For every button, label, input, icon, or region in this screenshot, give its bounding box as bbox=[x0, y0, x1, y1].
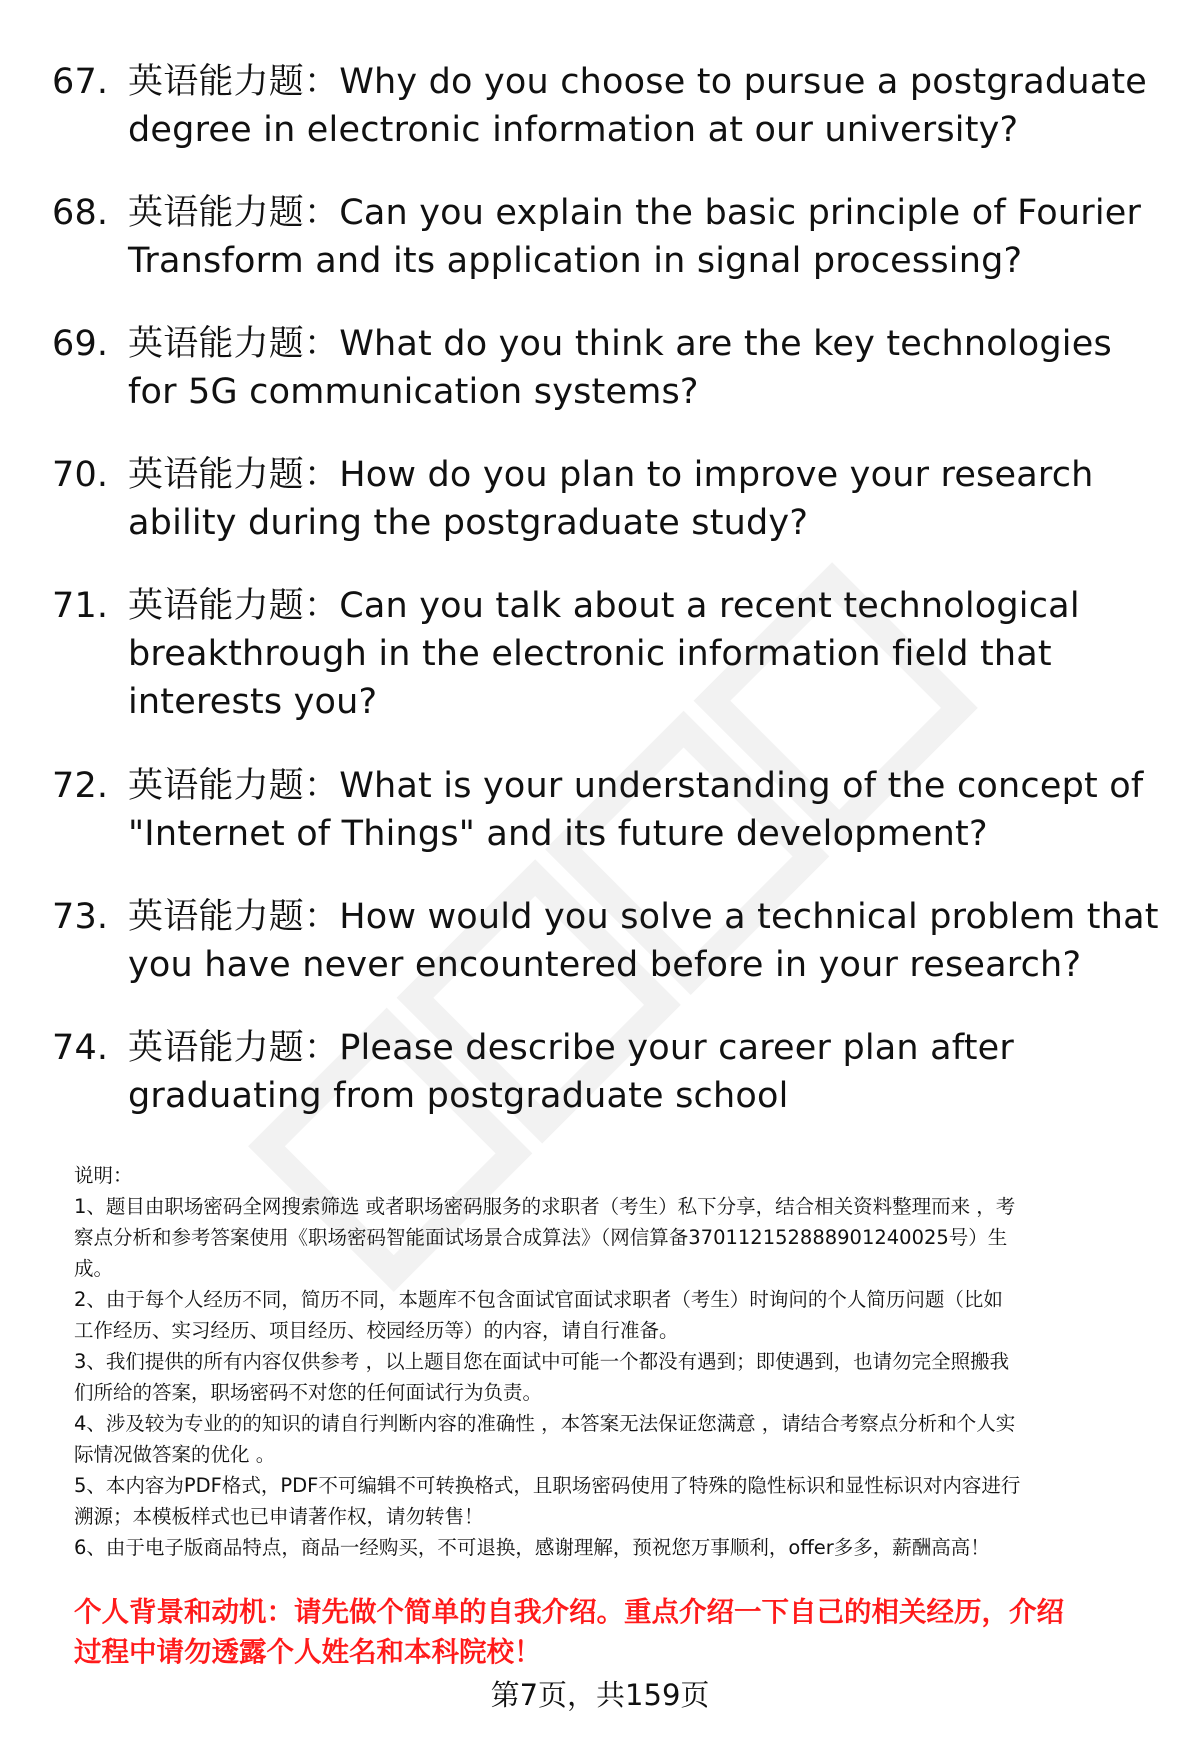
notes-line: 5、本内容为PDF格式，PDF不可编辑不可转换格式，且职场密码使用了特殊的隐性标识和显性标识对内容进行 bbox=[74, 1474, 1021, 1497]
question-text: Why do you choose to pursue a postgraduate bbox=[339, 62, 1148, 102]
notes-line: 3、我们提供的所有内容仅供参考 ，以上题目您在面试中可能一个都没有遇到；即使遇到，也请勿完全照搬我 bbox=[74, 1350, 1010, 1373]
notes-line: 1、题目由职场密码全网搜索筛选 或者职场密码服务的求职者（考生）私下分享，结合相关资料整理而来 ，考 bbox=[74, 1195, 1016, 1218]
question-item bbox=[52, 1024, 1172, 1120]
question-number: 69. bbox=[52, 324, 109, 364]
question-text: What do you think are the key technologies bbox=[339, 324, 1112, 364]
question-number: 70. bbox=[52, 455, 109, 495]
question-item bbox=[52, 582, 1172, 726]
question-item bbox=[52, 893, 1172, 989]
question-line bbox=[128, 582, 1172, 630]
question-tag: 英语能力题： bbox=[128, 586, 340, 626]
question-text: How would you solve a technical problem that bbox=[339, 897, 1159, 937]
question-tag: 英语能力题： bbox=[128, 193, 340, 233]
question-line bbox=[128, 320, 1172, 368]
question-line: "Internet of Things" and its future development? bbox=[128, 814, 988, 854]
notes-line: 察点分析和参考答案使用《职场密码智能面试场景合成算法》（网信算备370112152888901240025号）生 bbox=[74, 1226, 1008, 1249]
question-line: breakthrough in the electronic information field that bbox=[128, 634, 1052, 674]
highlight-prompt bbox=[74, 1592, 1164, 1672]
question-number: 68. bbox=[52, 193, 109, 233]
question-line: Transform and its application in signal processing? bbox=[128, 241, 1023, 281]
notes-line: 成。 bbox=[74, 1257, 114, 1280]
question-line: you have never encountered before in your research? bbox=[128, 945, 1082, 985]
question-line bbox=[128, 893, 1172, 941]
question-line bbox=[128, 58, 1172, 106]
question-tag: 英语能力题： bbox=[128, 324, 340, 364]
question-list bbox=[52, 58, 1172, 1155]
question-line: ability during the postgraduate study? bbox=[128, 503, 809, 543]
notes-line: 2、由于每个人经历不同，简历不同，本题库不包含面试官面试求职者（考生）时询问的个人简历问题（比如 bbox=[74, 1288, 1003, 1311]
question-tag: 英语能力题： bbox=[128, 62, 340, 102]
highlight-line: 过程中请勿透露个人姓名和本科院校！ bbox=[74, 1636, 542, 1668]
question-item bbox=[52, 762, 1172, 858]
notes-heading: 说明： bbox=[74, 1164, 133, 1187]
question-text: Can you talk about a recent technological bbox=[339, 586, 1080, 626]
page-number: 第7页，共159页 bbox=[490, 1678, 710, 1712]
question-tag: 英语能力题： bbox=[128, 897, 340, 937]
question-text: How do you plan to improve your research bbox=[339, 455, 1094, 495]
question-number: 71. bbox=[52, 586, 109, 626]
question-text: Please describe your career plan after bbox=[339, 1028, 1014, 1068]
question-number: 67. bbox=[52, 62, 109, 102]
question-line bbox=[128, 762, 1172, 810]
question-number: 72. bbox=[52, 766, 109, 806]
question-number: 74. bbox=[52, 1028, 109, 1068]
question-item bbox=[52, 58, 1172, 154]
question-line: graduating from postgraduate school bbox=[128, 1076, 789, 1116]
question-line bbox=[128, 189, 1172, 237]
notes-line: 溯源；本模板样式也已申请著作权，请勿转售！ bbox=[74, 1505, 484, 1528]
question-tag: 英语能力题： bbox=[128, 455, 340, 495]
question-item bbox=[52, 189, 1172, 285]
notes-line: 6、由于电子版商品特点，商品一经购买，不可退换，感谢理解，预祝您万事顺利，offer多多，薪酬高高！ bbox=[74, 1536, 990, 1559]
highlight-line: 个人背景和动机：请先做个简单的自我介绍。重点介绍一下自己的相关经历，介绍 bbox=[74, 1596, 1064, 1628]
question-item bbox=[52, 451, 1172, 547]
question-line: degree in electronic information at our university? bbox=[128, 110, 1019, 150]
question-tag: 英语能力题： bbox=[128, 1028, 340, 1068]
notes-section bbox=[74, 1160, 1162, 1563]
question-number: 73. bbox=[52, 897, 109, 937]
notes-line: 工作经历、实习经历、项目经历、校园经历等）的内容，请自行准备。 bbox=[74, 1319, 679, 1342]
notes-line: 际情况做答案的优化 。 bbox=[74, 1443, 276, 1466]
question-line bbox=[128, 1024, 1172, 1072]
question-text: What is your understanding of the concept of bbox=[339, 766, 1144, 806]
question-line bbox=[128, 451, 1172, 499]
question-item bbox=[52, 320, 1172, 416]
question-line: interests you? bbox=[128, 682, 378, 722]
question-tag: 英语能力题： bbox=[128, 766, 340, 806]
notes-line: 们所给的答案，职场密码不对您的任何面试行为负责。 bbox=[74, 1381, 543, 1404]
notes-line: 4、涉及较为专业的的知识的请自行判断内容的准确性 ，本答案无法保证您满意 ，请结合考察点分析和个人实 bbox=[74, 1412, 1016, 1435]
question-line: for 5G communication systems? bbox=[128, 372, 699, 412]
question-text: Can you explain the basic principle of Fourier bbox=[339, 193, 1142, 233]
